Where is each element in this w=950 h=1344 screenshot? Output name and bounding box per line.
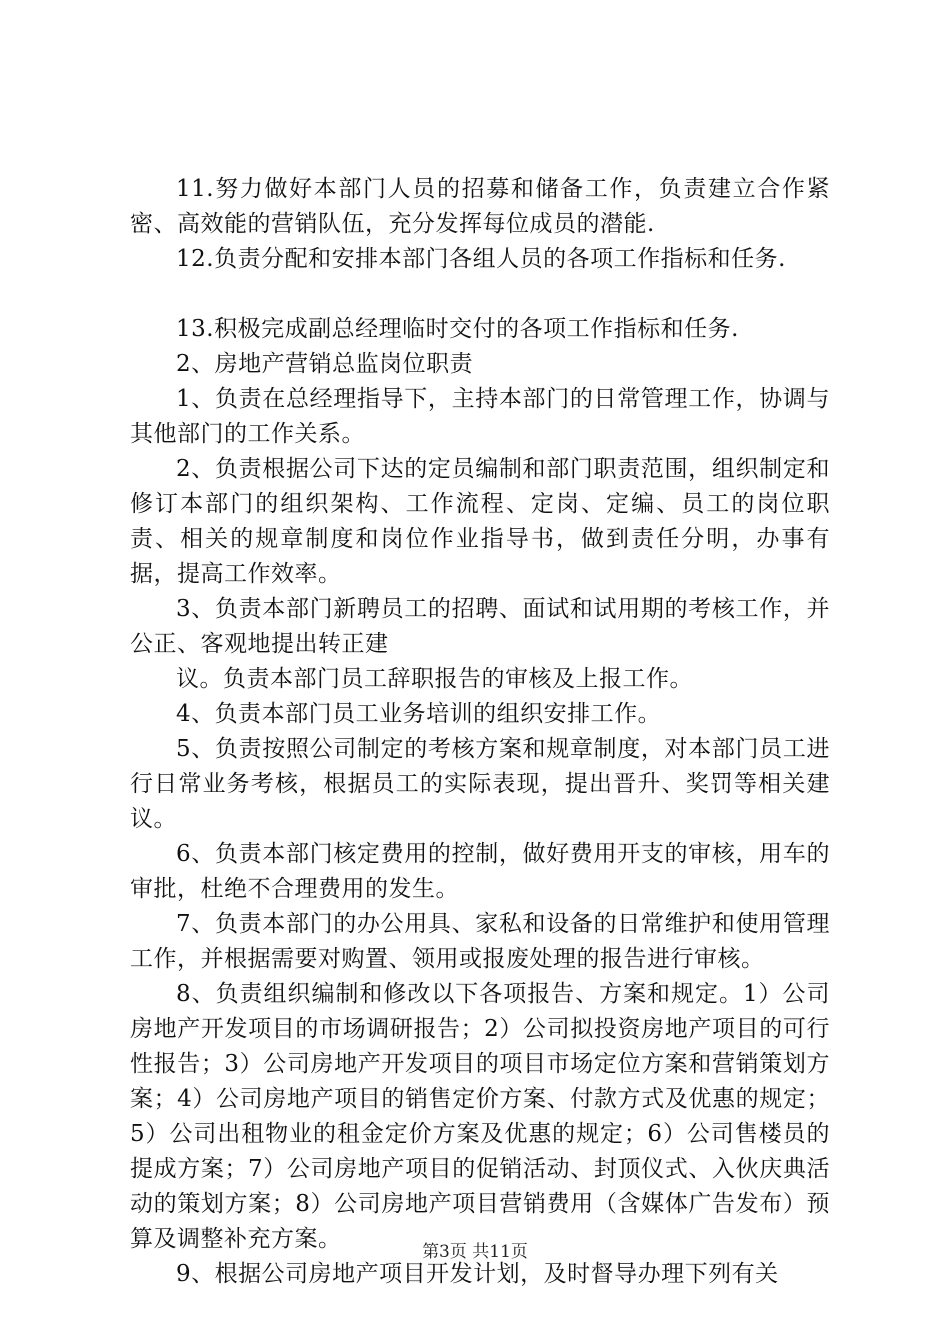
section-heading: 2、房地产营销总监岗位职责	[176, 351, 474, 377]
page-footer: 第3页 共11页	[422, 1242, 528, 1262]
paragraph-item-11: 11.努力做好本部门人员的招募和储备工作，负责建立合作紧密、高效能的营销队伍，充分发挥每位成员的潜能.	[130, 176, 830, 237]
duty-9: 9、根据公司房地产项目开发计划，及时督导办理下列有关	[176, 1261, 779, 1287]
paragraph-item-12: 12.负责分配和安排本部门各组人员的各项工作指标和任务.	[176, 246, 786, 272]
duty-3-continued: 议。负责本部门员工辞职报告的审核及上报工作。	[176, 666, 693, 692]
duty-5: 5、负责按照公司制定的考核方案和规章制度，对本部门员工进行日常业务考核，根据员工的实际表现，提出晋升、奖罚等相关建议。	[130, 736, 830, 832]
duty-7: 7、负责本部门的办公用具、家私和设备的日常维护和使用管理工作，并根据需要对购置、领用或报废处理的报告进行审核。	[130, 911, 830, 972]
duty-2: 2、负责根据公司下达的定员编制和部门职责范围，组织制定和修订本部门的组织架构、工作流程、定岗、定编、员工的岗位职责、相关的规章制度和岗位作业指导书，做到责任分明，办事有据，提高工作效率。	[130, 456, 830, 587]
duty-6: 6、负责本部门核定费用的控制，做好费用开支的审核，用车的审批，杜绝不合理费用的发生。	[130, 841, 830, 902]
duty-8: 8、负责组织编制和修改以下各项报告、方案和规定。1）公司房地产开发项目的市场调研报告；2）公司拟投资房地产项目的可行性报告；3）公司房地产开发项目的项目市场定位方案和营销策划方案；4）公司房地产项目的销售定价方案、付款方式及优惠的规定；5）公司出租物业的租金定价方案及优惠的规定；6）公司售楼员的提成方案；7）公司房地产项目的促销活动、封顶仪式、入伙庆典活动的策划方案；8）公司房地产项目营销费用（含媒体广告发布）预算及调整补充方案。	[130, 981, 830, 1252]
paragraph-item-13: 13.积极完成副总经理临时交付的各项工作指标和任务.	[176, 316, 739, 342]
duty-4: 4、负责本部门员工业务培训的组织安排工作。	[176, 701, 662, 727]
duty-1: 1、负责在总经理指导下，主持本部门的日常管理工作，协调与其他部门的工作关系。	[130, 386, 830, 447]
duty-3: 3、负责本部门新聘员工的招聘、面试和试用期的考核工作，并公正、客观地提出转正建	[130, 596, 830, 657]
document-body	[130, 172, 830, 1292]
